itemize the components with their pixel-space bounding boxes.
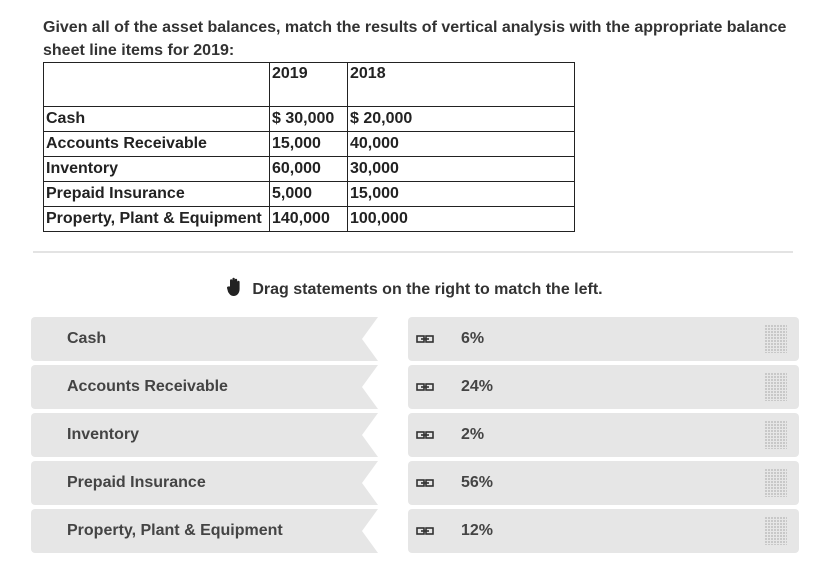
match-row bbox=[31, 461, 799, 505]
match-row bbox=[31, 365, 799, 409]
notch-arrow bbox=[362, 461, 378, 505]
draggable-statement[interactable] bbox=[408, 461, 799, 505]
table-cell: 30,000 bbox=[348, 157, 575, 182]
match-row bbox=[31, 317, 799, 361]
asset-balance-table bbox=[43, 62, 575, 232]
match-target-label: Accounts Receivable bbox=[67, 378, 228, 395]
table-header-cell bbox=[44, 63, 270, 107]
notch-arrow bbox=[362, 509, 378, 553]
table-cell: Inventory bbox=[44, 157, 270, 182]
match-target-label: Property, Plant & Equipment bbox=[67, 522, 283, 539]
match-target[interactable] bbox=[31, 413, 378, 457]
table-header-row bbox=[44, 63, 575, 107]
link-icon bbox=[416, 332, 434, 351]
statement-value: 12% bbox=[461, 522, 494, 539]
table-cell: 60,000 bbox=[270, 157, 348, 182]
draggable-statement[interactable] bbox=[408, 317, 799, 361]
match-target-label: Inventory bbox=[67, 426, 140, 443]
table-row bbox=[44, 157, 575, 182]
notch-arrow bbox=[362, 317, 378, 361]
statement-value: 24% bbox=[461, 378, 494, 395]
table-row bbox=[44, 107, 575, 132]
link-icon bbox=[416, 428, 434, 447]
drag-grip-icon[interactable] bbox=[765, 517, 787, 550]
statement-value: 6% bbox=[461, 330, 485, 347]
notch-arrow bbox=[362, 413, 378, 457]
match-target[interactable] bbox=[31, 365, 378, 409]
table-cell: Accounts Receivable bbox=[44, 132, 270, 157]
notch-arrow bbox=[362, 365, 378, 409]
link-icon bbox=[416, 524, 434, 543]
drag-instruction bbox=[0, 277, 829, 302]
match-row bbox=[31, 413, 799, 457]
table-cell: 100,000 bbox=[348, 207, 575, 232]
question-text: Given all of the asset balances, match the results of vertical analysis with the appropriate balance sheet line items for 2019: bbox=[43, 19, 787, 59]
draggable-statement[interactable] bbox=[408, 413, 799, 457]
drag-grip-icon[interactable] bbox=[765, 373, 787, 406]
table-cell: 15,000 bbox=[270, 132, 348, 157]
draggable-statement[interactable] bbox=[408, 509, 799, 553]
table-row bbox=[44, 132, 575, 157]
statement-value: 56% bbox=[461, 474, 494, 491]
link-icon bbox=[416, 380, 434, 399]
hand-icon bbox=[226, 277, 244, 302]
table-row bbox=[44, 182, 575, 207]
match-target[interactable] bbox=[31, 317, 378, 361]
table-cell: 140,000 bbox=[270, 207, 348, 232]
match-target-label: Prepaid Insurance bbox=[67, 474, 206, 491]
match-target[interactable] bbox=[31, 509, 378, 553]
table-header-cell: 2019 bbox=[270, 63, 348, 107]
table-cell: 15,000 bbox=[348, 182, 575, 207]
drag-grip-icon[interactable] bbox=[765, 325, 787, 358]
table-row bbox=[44, 207, 575, 232]
match-target-label: Cash bbox=[67, 330, 107, 347]
table-cell: $ 30,000 bbox=[270, 107, 348, 132]
section-divider bbox=[33, 251, 793, 253]
instruction-text: Drag statements on the right to match the left. bbox=[252, 281, 603, 298]
draggable-statement[interactable] bbox=[408, 365, 799, 409]
table-cell: Prepaid Insurance bbox=[44, 182, 270, 207]
drag-grip-icon[interactable] bbox=[765, 469, 787, 502]
table-cell: 5,000 bbox=[270, 182, 348, 207]
table-cell: Property, Plant & Equipment bbox=[44, 207, 270, 232]
table-cell: 40,000 bbox=[348, 132, 575, 157]
match-row bbox=[31, 509, 799, 553]
link-icon bbox=[416, 476, 434, 495]
table-cell: $ 20,000 bbox=[348, 107, 575, 132]
table-cell: Cash bbox=[44, 107, 270, 132]
match-target[interactable] bbox=[31, 461, 378, 505]
statement-value: 2% bbox=[461, 426, 485, 443]
table-header-cell: 2018 bbox=[348, 63, 575, 107]
drag-grip-icon[interactable] bbox=[765, 421, 787, 454]
